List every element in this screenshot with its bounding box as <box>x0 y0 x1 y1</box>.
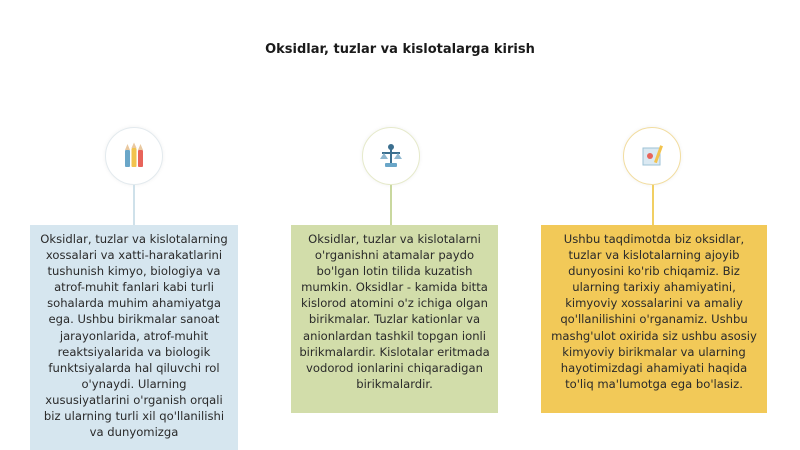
pencils-icon <box>119 141 149 171</box>
icon-circle <box>362 127 420 185</box>
connector-line <box>390 185 392 225</box>
connector-line <box>652 185 654 225</box>
info-card-1: Oksidlar, tuzlar va kislotalarning xossalari va xatti-harakatlarini tushunish kimyo, biologiya va atrof-muhit fanlari kabi turli sohalarda muhim ahamiyatga ega. Ushbu birikmalar sanoat jarayonlarida, atrof-muhit reaktsiyalarida va biologik funktsiyalarda hal qiluvchi rol o'ynaydi. Ularning xususiyatlarini o'rganish orqali biz ularning turli xil qo'llanilishi va dunyomizga <box>30 225 238 450</box>
slide-title: Oksidlar, tuzlar va kislotalarga kirish <box>265 42 535 57</box>
icon-circle <box>623 127 681 185</box>
info-card-2: Oksidlar, tuzlar va kislotalarni o'rganishni atamalar paydo bo'lgan lotin tilida kuzatish mumkin. Oksidlar - kamida bitta kislorod atomini o'z ichiga olgan birikmalar. Tuzlar kationlar va anionlardan tashkil topgan ionli birikmalardir. Kislotalar eritmada vodorod ionlarini chiqaradigan birikmalardir. <box>291 225 498 413</box>
chemistry-note-icon <box>637 141 667 171</box>
icon-circle <box>105 127 163 185</box>
balance-scale-icon <box>376 141 406 171</box>
connector-line <box>133 185 135 225</box>
info-card-3: Ushbu taqdimotda biz oksidlar, tuzlar va kislotalarning ajoyib dunyosini ko'rib chiqamiz. Biz ularning tarixiy ahamiyatini, kimyoviy xossalarini va amaliy qo'llanilishini o'rganamiz. Ushbu mashg'ulot oxirida siz ushbu asosiy kimyoviy birikmalar va ularning hayotimizdagi ahamiyati haqida to'liq ma'lumotga ega bo'lasiz. <box>541 225 767 413</box>
